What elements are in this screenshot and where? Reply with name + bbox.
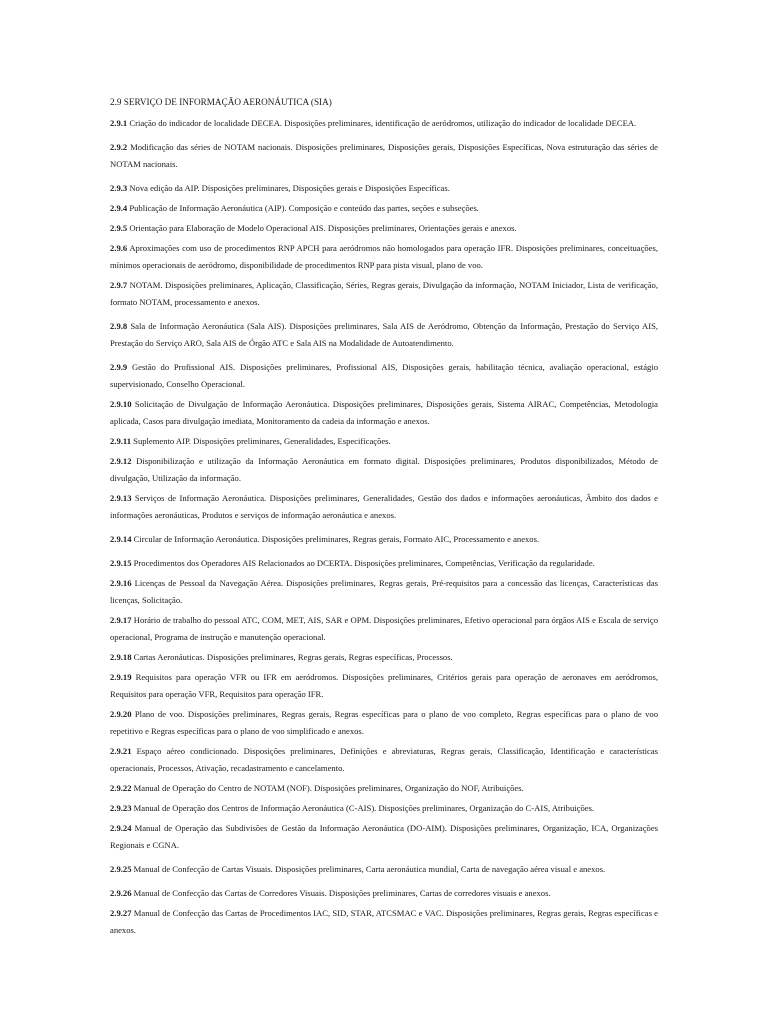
item-text: Manual de Operação do Centro de NOTAM (NOF). Disposições preliminares, Organização do NOF, Atribuições. xyxy=(133,783,524,793)
item-number: 2.9.25 xyxy=(110,864,132,874)
item-number: 2.9.19 xyxy=(110,672,132,682)
list-item xyxy=(110,220,658,237)
item-number: 2.9.26 xyxy=(110,888,132,898)
item-text: Horário de trabalho do pessoal ATC, COM, MET, AIS, SAR e OPM. Disposições preliminares, Efetivo operacional para órgãos AIS e Escala de serviço operacional, Programa de instrução e manutenção operacional. xyxy=(110,615,659,642)
list-item xyxy=(110,531,658,548)
item-number: 2.9.18 xyxy=(110,652,132,662)
item-number: 2.9.11 xyxy=(110,436,132,446)
item-text: Suplemento AIP. Disposições preliminares, Generalidades, Especificações. xyxy=(133,436,391,446)
list-item xyxy=(110,575,658,609)
item-number: 2.9.24 xyxy=(110,823,132,833)
list-item xyxy=(110,861,658,878)
item-number: 2.9.7 xyxy=(110,280,128,290)
list-item xyxy=(110,555,658,572)
list-item xyxy=(110,905,658,939)
item-number: 2.9.8 xyxy=(110,321,128,331)
item-text: Cartas Aeronáuticas. Disposições preliminares, Regras gerais, Regras específicas, Processos. xyxy=(133,652,453,662)
list-item xyxy=(110,453,658,487)
item-text: Plano de voo. Disposições preliminares, Regras gerais, Regras específicas para o plano de voo completo, Regras específicas para o plano de voo repetitivo e Regras específicas para o plano de voo simplificado e anexos. xyxy=(110,709,659,736)
list-item xyxy=(110,820,658,854)
list-item xyxy=(110,180,658,197)
item-number: 2.9.12 xyxy=(110,456,132,466)
list-item xyxy=(110,115,658,132)
item-text: Manual de Confecção de Cartas Visuais. Disposições preliminares, Carta aeronáutica mundial, Carta de navegação aérea visual e anexos. xyxy=(133,864,606,874)
item-text: Solicitação de Divulgação de Informação Aeronáutica. Disposições preliminares, Disposições gerais, Sistema AIRAC, Competências, Metodologia aplicada, Casos para divulgação imediata, Monitoramento da cadeia da informação e anexos. xyxy=(110,399,658,426)
list-item xyxy=(110,743,658,777)
list-item xyxy=(110,277,658,311)
item-list xyxy=(110,115,658,939)
list-item xyxy=(110,780,658,797)
item-number: 2.9.15 xyxy=(110,558,132,568)
list-item xyxy=(110,669,658,703)
list-item xyxy=(110,706,658,740)
item-text: Nova edição da AIP. Disposições preliminares, Disposições gerais e Disposições Específicas. xyxy=(129,183,450,193)
item-text: Espaço aéreo condicionado. Disposições preliminares, Definições e abreviaturas, Regras gerais, Classificação, Identificação e características operacionais, Processos, Ativação, recadastramento e cancelamento. xyxy=(110,746,658,773)
item-text: Criação do indicador de localidade DECEA. Disposições preliminares, identificação de aeródromos, utilização do indicador de localidade DECEA. xyxy=(129,118,637,128)
item-number: 2.9.5 xyxy=(110,223,128,233)
item-text: Sala de Informação Aeronáutica (Sala AIS). Disposições preliminares, Sala AIS de Aeródromo, Obtenção da Informação, Prestação do Serviço AIS, Prestação do Serviço ARO, Sala AIS de Órgão ATC e Sala AIS na Modalidade de Autoatendimento. xyxy=(110,321,658,348)
list-item xyxy=(110,490,658,524)
item-text: Gestão do Profissional AIS. Disposições preliminares, Profissional AIS, Disposições gerais, habilitação técnica, avaliação operacional, estágio supervisionado, Conselho Operacional. xyxy=(110,362,658,389)
item-number: 2.9.20 xyxy=(110,709,132,719)
item-number: 2.9.13 xyxy=(110,493,132,503)
list-item xyxy=(110,318,658,352)
item-text: Procedimentos dos Operadores AIS Relacionados ao DCERTA. Disposições preliminares, Competências, Verificação da regularidade. xyxy=(133,558,595,568)
list-item xyxy=(110,396,658,430)
item-number: 2.9.10 xyxy=(110,399,132,409)
item-number: 2.9.21 xyxy=(110,746,132,756)
document-page xyxy=(110,96,658,942)
item-text: Manual de Confecção das Cartas de Procedimentos IAC, SID, STAR, ATCSMAC e VAC. Disposições preliminares, Regras gerais, Regras específicas e anexos. xyxy=(110,908,658,935)
item-number: 2.9.6 xyxy=(110,243,128,253)
item-text: NOTAM. Disposições preliminares, Aplicação, Classificação, Séries, Regras gerais, Divulgação da informação, NOTAM Iniciador, Lista de verificação, formato NOTAM, processamento e anexos. xyxy=(110,280,659,307)
list-item xyxy=(110,649,658,666)
item-text: Manual de Operação das Subdivisões de Gestão da Informação Aeronáutica (DO-AIM). Disposições preliminares, Organização, ICA, Organizações Regionais e CGNA. xyxy=(110,823,658,850)
item-text: Modificação das séries de NOTAM nacionais. Disposições preliminares, Disposições gerais, Disposições Específicas, Nova estruturação das séries de NOTAM nacionais. xyxy=(110,142,658,169)
list-item xyxy=(110,240,658,274)
item-number: 2.9.16 xyxy=(110,578,132,588)
item-number: 2.9.27 xyxy=(110,908,132,918)
item-number: 2.9.9 xyxy=(110,362,128,372)
list-item xyxy=(110,612,658,646)
item-number: 2.9.17 xyxy=(110,615,132,625)
item-text: Disponibilização e utilização da Informação Aeronáutica em formato digital. Disposições preliminares, Produtos disponibilizados, Método de divulgação, Utilização da informação. xyxy=(110,456,658,483)
item-text: Manual de Operação dos Centros de Informação Aeronáutica (C-AIS). Disposições preliminares, Organização do C-AIS, Atribuições. xyxy=(133,803,595,813)
item-number: 2.9.1 xyxy=(110,118,128,128)
item-text: Manual de Confecção das Cartas de Corredores Visuais. Disposições preliminares, Cartas de corredores visuais e anexos. xyxy=(133,888,551,898)
item-text: Orientação para Elaboração de Modelo Operacional AIS. Disposições preliminares, Orientações gerais e anexos. xyxy=(129,223,517,233)
list-item xyxy=(110,433,658,450)
list-item xyxy=(110,359,658,393)
item-text: Serviços de Informação Aeronáutica. Disposições preliminares, Generalidades, Gestão dos dados e informações aeronáuticas, Âmbito dos dados e informações aeronáuticas, Produtos e serviços de informação aeronáutica e anexos. xyxy=(110,493,658,520)
item-text: Circular de Informação Aeronáutica. Disposições preliminares, Regras gerais, Formato AIC, Processamento e anexos. xyxy=(133,534,540,544)
item-number: 2.9.2 xyxy=(110,142,128,152)
list-item xyxy=(110,800,658,817)
item-text: Requisitos para operação VFR ou IFR em aeródromos. Disposições preliminares, Critérios gerais para operação de aeronaves em aeródromos, Requisitos para operação VFR, Requisitos para operação IFR. xyxy=(110,672,658,699)
item-text: Licenças de Pessoal da Navegação Aérea. Disposições preliminares, Regras gerais, Pré-requisitos para a concessão das licenças, Características das licenças, Solicitação. xyxy=(110,578,658,605)
section-title: 2.9 SERVIÇO DE INFORMAÇÃO AERONÁUTICA (SIA) xyxy=(110,97,332,107)
item-number: 2.9.4 xyxy=(110,203,128,213)
item-text: Publicação de Informação Aeronáutica (AIP). Composição e conteúdo das partes, seções e subseções. xyxy=(129,203,479,213)
list-item xyxy=(110,885,658,902)
item-number: 2.9.22 xyxy=(110,783,132,793)
item-number: 2.9.23 xyxy=(110,803,132,813)
list-item xyxy=(110,139,658,173)
list-item xyxy=(110,200,658,217)
item-number: 2.9.3 xyxy=(110,183,128,193)
item-text: Aproximações com uso de procedimentos RNP APCH para aeródromos não homologados para operação IFR. Disposições preliminares, conceituações, mínimos operacionais de aeródromo, disponibilidade de procedimentos RNP para pista visual, plano de voo. xyxy=(110,243,658,270)
item-number: 2.9.14 xyxy=(110,534,132,544)
